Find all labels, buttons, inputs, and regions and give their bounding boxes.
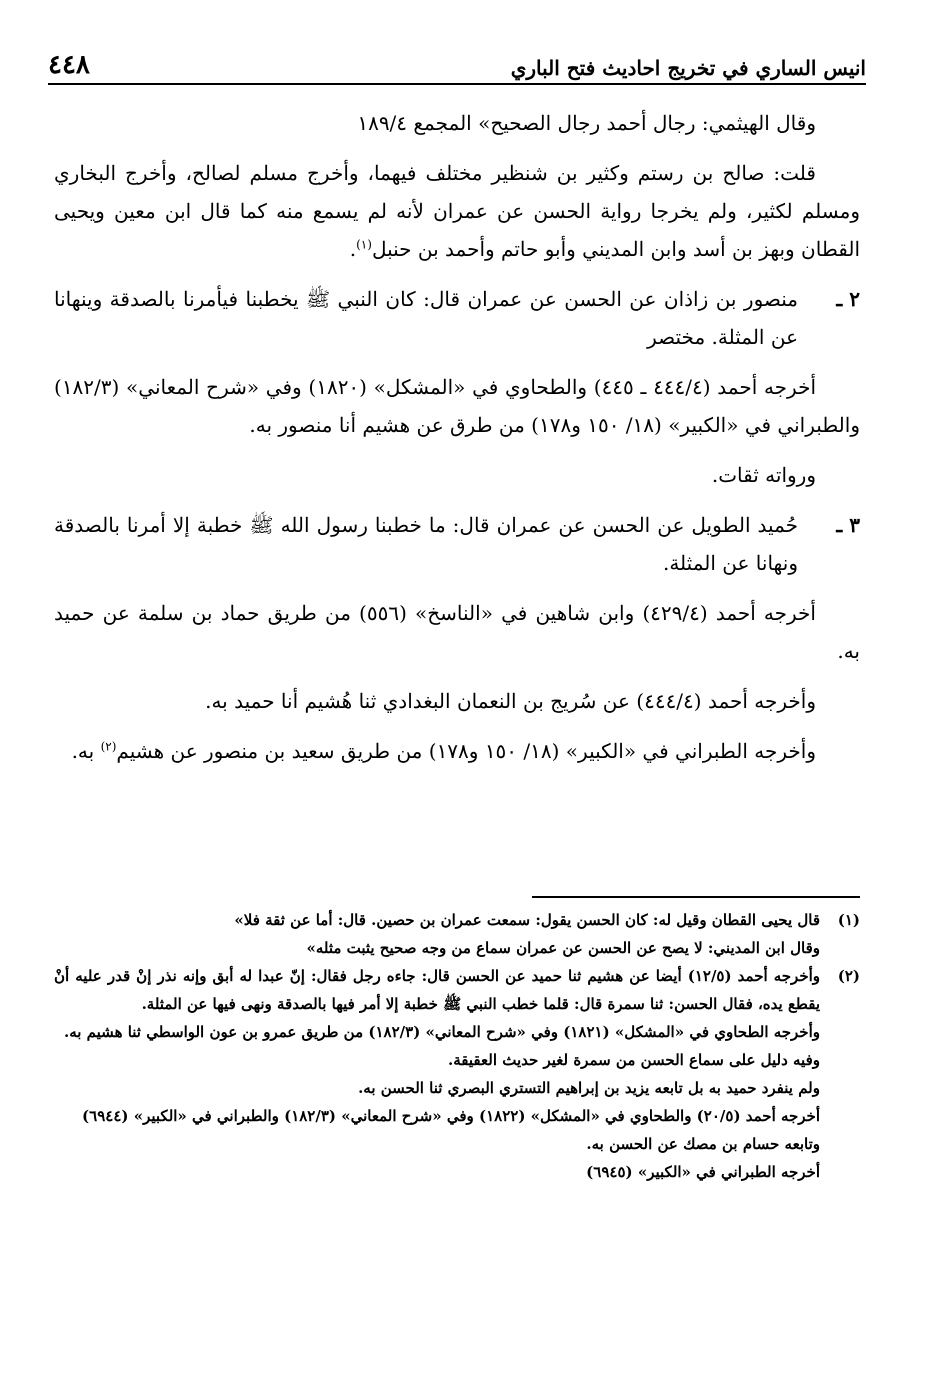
footnote-label: (١)	[837, 911, 860, 929]
footnote-line: وأخرجه الطحاوي في «المشكل» (١٨٢١) وفي «شرح المعاني» (١٨٢/٣) من طريق عمرو بن عون الواسطي ثنا هشيم به.	[64, 1023, 820, 1041]
paragraph-text: وأخرجه الطبراني في «الكبير» (١٨/ ١٥٠ و١٧٨) من طريق سعيد بن منصور عن هشيم	[116, 739, 816, 763]
footnote-line: ولم ينفرد حميد به بل تابعه يزيد بن إبراهيم التستري البصري ثنا الحسن به.	[358, 1079, 820, 1097]
footnote-body	[54, 906, 820, 962]
item-text: منصور بن زاذان عن الحسن عن عمران قال: كان النبي ﷺ يخطبنا فيأمرنا بالصدقة وينهانا عن المثلة. مختصر	[54, 287, 798, 349]
footnotes	[54, 906, 860, 1186]
paragraph-end: به.	[71, 739, 101, 763]
footnote-body	[54, 962, 820, 1186]
paragraph-text: قلت: صالح بن رستم وكثير بن شنظير مختلف فيهما، وأخرج مسلم لصالح، وأخرج البخاري ومسلم لكثير، ولم يخرجا رواية الحسن عن عمران لأنه لم يسمع منه كما قال ابن معين ويحيى القطان وبهز بن أسد وابن المديني وأبو حاتم وأحمد بن حنبل	[54, 161, 860, 261]
footnote-line: أخرجه الطبراني في «الكبير» (٦٩٤٥)	[586, 1163, 820, 1181]
footnote-2	[54, 962, 860, 1186]
paragraph-ruwat	[54, 456, 860, 494]
paragraph-text: ورواته ثقات.	[711, 463, 816, 487]
main-text	[54, 104, 860, 782]
item-text: حُميد الطويل عن الحسن عن عمران قال: ما خطبنا رسول الله ﷺ خطبة إلا أمرنا بالصدقة ونهانا عن المثلة.	[54, 513, 798, 575]
footnote-line: أخرجه أحمد (٢٠/٥) والطحاوي في «المشكل» (١٨٢٢) وفي «شرح المعاني» (١٨٢/٣) والطبراني في «الكبير» (٦٩٤٤)	[82, 1107, 820, 1125]
item-number: ٢ ـ	[836, 287, 860, 311]
paragraph-end: .	[349, 237, 357, 261]
footnote-line: وتابعه حسام بن مصك عن الحسن به.	[586, 1135, 820, 1153]
paragraph-takhrij-1	[54, 368, 860, 444]
footnote-line: قال يحيى القطان وقيل له: كان الحسن يقول: سمعت عمران بن حصين. قال: أما عن ثقة فلا»	[234, 911, 820, 929]
paragraph-comment	[54, 154, 860, 268]
paragraph-text: وأخرجه أحمد (٤٤٤/٤) عن سُريج بن النعمان البغدادي ثنا هُشيم أنا حميد به.	[205, 689, 816, 713]
paragraph-takhrij-4	[54, 732, 860, 770]
paragraph-haythami	[54, 104, 860, 142]
page-number: ٤٤٨	[48, 50, 90, 80]
footnote-divider	[532, 896, 860, 898]
item-number: ٣ ـ	[836, 513, 860, 537]
header-divider	[48, 83, 866, 85]
paragraph-text: وقال الهيثمي: رجال أحمد رجال الصحيح» المجمع ١٨٩/٤	[357, 111, 816, 135]
footnote-label: (٢)	[837, 967, 860, 985]
paragraph-text: أخرجه أحمد (٤٤٤/٤ ـ ٤٤٥) والطحاوي في «المشكل» (١٨٢٠) وفي «شرح المعاني» (١٨٢/٣) والطبراني في «الكبير» (١٨/ ١٥٠ و١٧٨) من طرق عن هشيم أنا منصور به.	[54, 375, 860, 437]
numbered-item-3	[54, 506, 860, 582]
page-header	[48, 40, 866, 80]
paragraph-takhrij-2	[54, 594, 860, 670]
running-title: انيس الساري في تخريج احاديث فتح الباري	[510, 56, 866, 80]
paragraph-text: أخرجه أحمد (٤٢٩/٤) وابن شاهين في «الناسخ» (٥٥٦) من طريق حماد بن سلمة عن حميد به.	[54, 601, 860, 663]
numbered-item-2	[54, 280, 860, 356]
paragraph-takhrij-3	[54, 682, 860, 720]
footnote-ref-2[interactable]: (٢)	[100, 739, 117, 754]
footnote-line: وفيه دليل على سماع الحسن من سمرة لغير حديث العقيقة.	[448, 1051, 820, 1069]
footnote-line: وأخرجه أحمد (١٢/٥) أيضا عن هشيم ثنا حميد عن الحسن قال: جاءه رجل فقال: إنّ عبدا له أبق وإنه نذر إنْ قدر عليه أنْ يقطع يده، فقال الحسن: ثنا سمرة قال: قلما خطب النبي ﷺ خطبة إلا أمر فيها بالصدقة ونهى فيها عن المثلة.	[54, 967, 820, 1013]
footnote-1	[54, 906, 860, 962]
footnote-ref-1[interactable]: (١)	[356, 237, 372, 252]
footnote-line: وقال ابن المديني: لا يصح عن الحسن عن عمران سماع من وجه صحيح يثبت مثله»	[306, 939, 820, 957]
